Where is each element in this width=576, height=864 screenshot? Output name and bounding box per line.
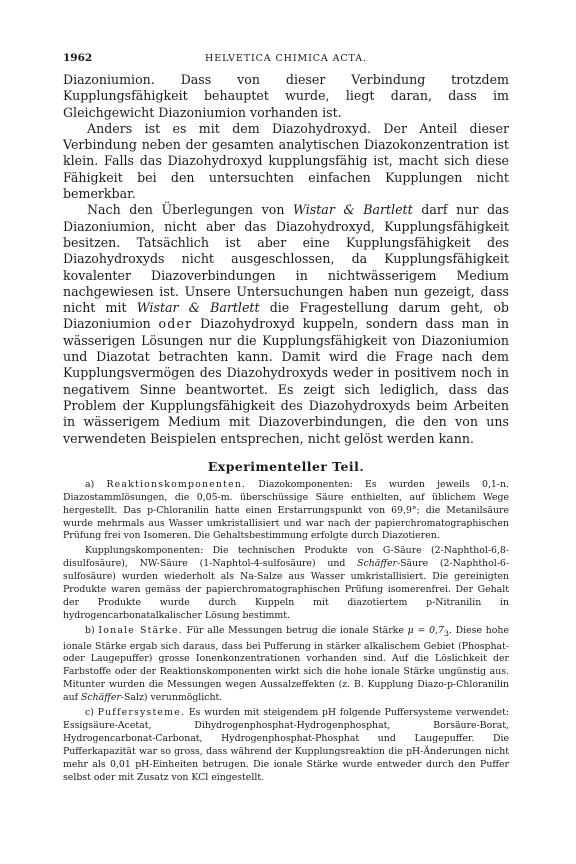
schaeffer-name-2: Schäffer <box>81 692 121 704</box>
paragraph-3-text-3: die Fragestellung darum geht, ob Diazoniumion <box>63 300 509 332</box>
paragraph-3-text-4: Diazohydroxyd kuppeln, sondern dass man in wässerigen Lösungen nur die Kupplungsfähigkeit von Diazoniumion und Diazotat betrachten kann. Damit wird die Frage nach dem Kupplungsvermögen des Diazohydroxyds weder in positivem noch in negativem Sinne beantwortet. Es zeigt sich lediglich, dass das Problem der Kupplungsfähigkeit des Diazohydroxyds beim Arbeiten in wässerigem Medium mit Diazoverbindungen, die den von uns verwendeten Beispielen entsprechen, nicht gelöst werden kann. <box>63 316 509 446</box>
section-heading: Experimenteller Teil. <box>207 458 365 474</box>
paragraph-3 <box>63 202 509 446</box>
subsection-b <box>63 625 509 705</box>
experimental-section <box>63 479 509 785</box>
paragraph-3-text-1: Nach den Überlegungen von <box>87 202 294 218</box>
ionic-strength-symbol: μ = 0,7 <box>407 624 444 636</box>
schaeffer-name-1: Schäffer <box>357 558 397 570</box>
ionic-strength-subscript: 3 <box>443 628 449 638</box>
subsection-b-text-3: -Salz) verunmöglicht. <box>120 692 223 704</box>
paragraph-1: Diazoniumion. Dass von dieser Verbindung trotzdem Kupplungsfähigkeit behauptet wurde, liegt daran, dass im Gleichgewicht Diazoniumion vorhanden ist. <box>63 72 509 120</box>
paragraph-2: Anders ist es mit dem Diazohydroxyd. Der Anteil dieser Verbindung neben der gesamten analytischen Diazokonzentration ist klein. Falls das Diazohydroxyd kupplungsfähig ist, macht sich diese Fähigkeit bei den untersuchten einfachen Kupplungen nicht bemerkbar. <box>63 120 509 202</box>
subsection-c-label: c) <box>85 707 98 719</box>
main-text <box>63 72 509 447</box>
subsection-a-heading: Reaktionskomponenten. <box>106 478 247 490</box>
running-header <box>63 52 509 72</box>
emphasis-oder: oder <box>158 316 193 332</box>
subsection-a <box>63 479 509 544</box>
subsection-b-label: b) <box>85 624 99 636</box>
subsection-a-label: a) <box>85 478 107 490</box>
author-names-2: Wistar & Bartlett <box>136 300 260 316</box>
author-names-1: Wistar & Bartlett <box>293 202 413 218</box>
subsection-c <box>63 707 509 784</box>
subsection-c-text: Es wurden mit steigendem pH folgende Puffersysteme verwendet: Essigsäure-Acetat, Dihydrogenphosphat-Hydrogenphosphat, Borsäure-Borat, Hydrogencarbonat-Carbonat, Hydrogenphosphat-Phosphat und Laugepuffer. Die Pufferkapazität war so gross, dass während der Kupplungsreaktion die pH-Änderungen nicht mehr als 0,01 pH-Einheiten betrugen. Die ionale Stärke wurde entweder durch den Puffer selbst oder mit Zusatz von KCl eingestellt. <box>63 707 509 783</box>
coupling-text-2: -Säure (2-Naphthol-6-sulfosäure) wurden wiederholt als Na-Salze aus Wasser umkristallisiert. Die gereinigten Produkte waren gemäss der papierchromatographischen Prüfung isomerenfrei. Der Gehalt der Produkte wurde durch Kuppeln mit diazotiertem p-Nitranilin in hydrogencarbonatalkalischer Lösung bestimmt. <box>63 558 509 621</box>
paragraph-3-text-2: darf nur das Diazoniumion, nicht aber das Diazohydroxyd, Kupplungsfähigkeit besitzen. Tatsächlich ist aber eine Kupplungsfähigkeit des Diazohydroxyds nicht ausgeschlossen, da Kupplungsfähigkeit kovalenter Diazoverbindungen in nichtwässerigem Medium nachgewiesen ist. Unsere Untersuchungen haben nun gezeigt, dass nicht mit <box>63 202 509 316</box>
journal-title: HELVETICA CHIMICA ACTA. <box>205 53 367 64</box>
subsection-b-text-1: Für alle Messungen betrug die ionale Stärke <box>182 624 408 636</box>
subsection-b-heading: Ionale Stärke. <box>98 624 183 636</box>
subsection-b-text-2: . Diese hohe ionale Stärke ergab sich daraus, dass bei Pufferung in stärker alkalischem Gebiet (Phosphat- oder Laugepuffer) grosse Ionenkonzentrationen vorhanden sind. Auf die Löslichkeit der Farbstoffe oder der Reaktionskomponenten wirkt sich die hohe ionale Stärke ungünstig aus. Mitunter wurden die Messungen wegen Aussalzeffekten (z. B. Kupplung Diazo-p-Chloranilin auf <box>63 624 509 704</box>
page-number: 1962 <box>63 52 93 64</box>
coupling-components-paragraph <box>63 545 509 622</box>
coupling-text-1: Kupplungskomponenten: Die technischen Produkte von G-Säure (2-Naphthol-6,8-disulfosäure), NW-Säure (1-Naphtol-4-sulfosäure) und <box>63 545 509 570</box>
subsection-a-text: Diazokomponenten: Es wurden jeweils 0,1-n. Diazostammlösungen, die 0,05-m. überschüssige Säure enthielten, auf üblichem Wege hergestellt. Das p-Chloranilin hatte einen Erstarrungspunkt von 69,9°; die Metanilsäure wurde mehrmals aus Wasser umkristallisiert und war nach der papierchromatographischen Prüfung frei von Isomeren. Die Gehaltsbestimmung erfolgte durch Diazotieren. <box>63 478 510 542</box>
journal-page <box>63 52 509 787</box>
subsection-c-heading: Puffersysteme. <box>97 707 186 719</box>
